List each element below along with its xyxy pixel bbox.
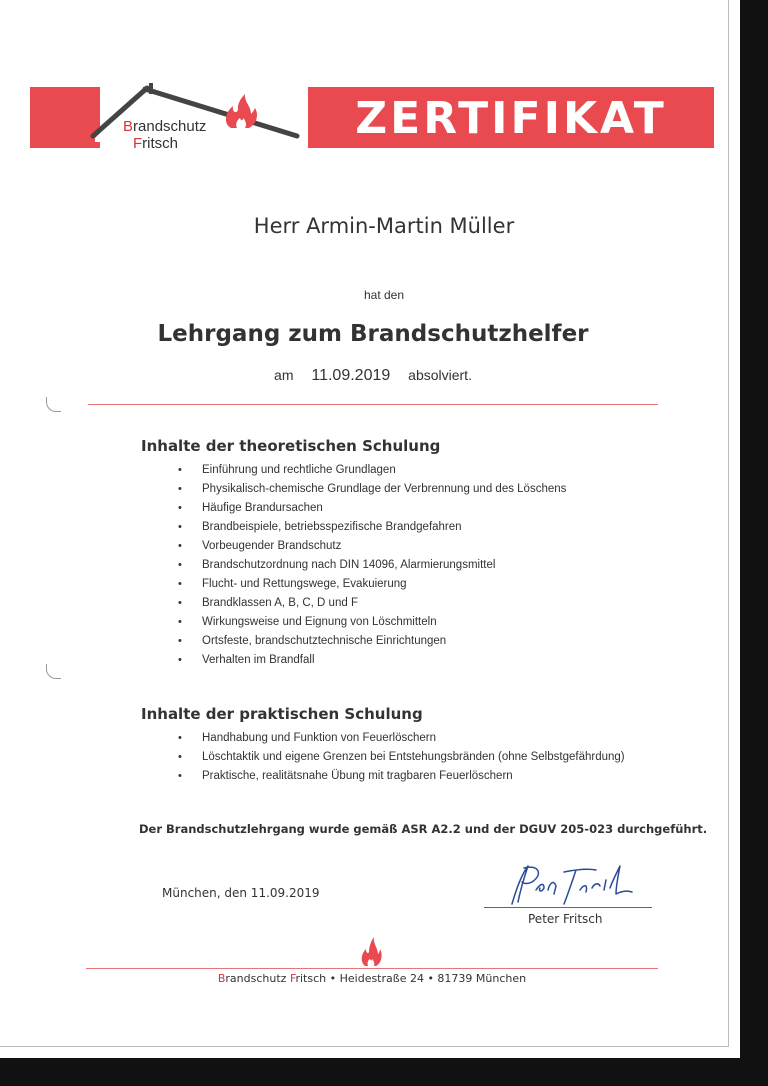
- page-shadow-bottom: [0, 1058, 768, 1086]
- recipient-name: Herr Armin-Martin Müller: [253, 214, 515, 238]
- footer-divider: [86, 968, 658, 969]
- theory-section-title: Inhalte der theoretischen Schulung: [141, 437, 441, 455]
- divider: [88, 404, 658, 405]
- list-item: • Ortsfeste, brandschutztechnische Einrichtungen: [178, 632, 566, 651]
- practice-section-title: Inhalte der praktischen Schulung: [141, 705, 423, 723]
- list-item: • Praktische, realitätsnahe Übung mit tragbaren Feuerlöschern: [178, 767, 625, 786]
- completion-suffix: absolviert.: [408, 367, 472, 383]
- list-item: • Brandschutzordnung nach DIN 14096, Alarmierungsmittel: [178, 556, 566, 575]
- punch-hole-mark: [46, 664, 61, 679]
- practice-list: [178, 729, 625, 786]
- flame-icon: [360, 935, 382, 967]
- page-shadow-right: [740, 0, 768, 1086]
- punch-hole-mark: [46, 397, 61, 412]
- list-item: • Flucht- und Rettungswege, Evakuierung: [178, 575, 566, 594]
- list-item: • Häufige Brandursachen: [178, 499, 566, 518]
- intro-text: hat den: [363, 288, 405, 302]
- list-item: • Wirkungsweise und Eignung von Löschmitteln: [178, 613, 566, 632]
- course-title: Lehrgang zum Brandschutzhelfer: [157, 321, 589, 347]
- list-item: • Handhabung und Funktion von Feuerlöschern: [178, 729, 625, 748]
- completion-prefix: am: [274, 367, 294, 383]
- list-item: • Brandklassen A, B, C, D und F: [178, 594, 566, 613]
- certificate-title: ZERTIFIKAT: [355, 93, 667, 144]
- signature-image: [494, 860, 644, 908]
- list-item: • Löschtaktik und eigene Grenzen bei Entstehungsbränden (ohne Selbstgefährdung): [178, 748, 625, 767]
- compliance-statement: Der Brandschutzlehrgang wurde gemäß ASR A2.2 und der DGUV 205-023 durchgeführt.: [139, 822, 708, 836]
- completion-line: [0, 367, 746, 385]
- place-and-date: München, den 11.09.2019: [162, 886, 320, 900]
- theory-list: [178, 461, 566, 670]
- list-item: • Vorbeugender Brandschutz: [178, 537, 566, 556]
- signature-line: [484, 907, 652, 908]
- list-item: • Physikalisch-chemische Grundlage der Verbrennung und des Löschens: [178, 480, 566, 499]
- list-item: • Verhalten im Brandfall: [178, 651, 566, 670]
- list-item: • Einführung und rechtliche Grundlagen: [178, 461, 566, 480]
- footer-address: Brandschutz Fritsch • Heidestraße 24 • 81739 München: [217, 972, 527, 985]
- signer-name: Peter Fritsch: [528, 912, 603, 926]
- logo-wordmark: Brandschutz Fritsch: [123, 118, 207, 152]
- flame-icon: [226, 94, 257, 128]
- completion-date: 11.09.2019: [311, 367, 391, 384]
- list-item: • Brandbeispiele, betriebsspezifische Brandgefahren: [178, 518, 566, 537]
